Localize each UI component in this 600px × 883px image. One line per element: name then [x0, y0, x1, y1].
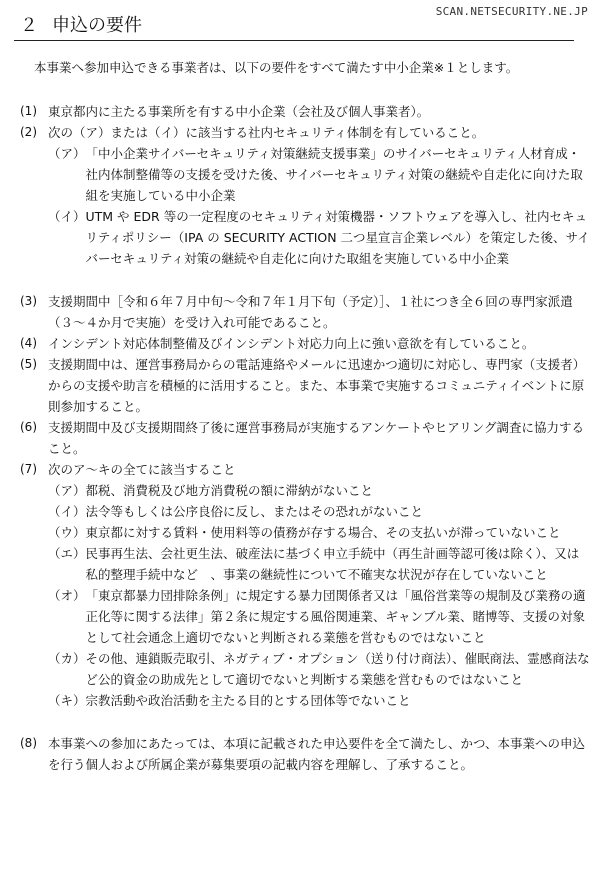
item-text: 本事業への参加にあたっては、本項に記載された申込要件を全て満たし、かつ、本事業への申込を行う個人および所属企業が募集要項の記載内容を理解し、了承すること。 — [48, 736, 586, 772]
item-text: 東京都内に主たる事業所を有する中小企業（会社及び個人事業者）。 — [48, 104, 430, 119]
sub-item-mark: （ア） — [48, 146, 86, 161]
sub-item-a — [48, 143, 590, 206]
sub-item-mark: （イ） — [48, 209, 86, 224]
item-text: 支援期間中は、運営事務局からの電話連絡やメールに迅速かつ適切に対応し、専門家（支援者）からの支援や助言を積極的に活用すること。また、本事業で実施するコミュニティイベントに原則参加すること。 — [48, 357, 586, 414]
item-text: インシデント対応体制整備及びインシデント対応力向上に強い意欲を有していること。 — [48, 336, 535, 351]
sub-item-mark: （ウ） — [48, 525, 86, 540]
sub-item-text: 東京都に対する賃料・使用料等の債務が存する場合、その支払いが滞っていないこと — [85, 525, 561, 540]
sub-item-e — [48, 543, 590, 585]
sub-item-mark: （オ） — [48, 588, 86, 603]
sub-item-text: 「中小企業サイバーセキュリティ対策継続支援事業」のサイバーセキュリティ人材育成・社内体制整備等の支援を受けた後、サイバーセキュリティ対策の継続や自走化に向けた取組を実施している中小企業 — [85, 146, 583, 203]
sub-item-i — [48, 206, 590, 269]
spacer — [20, 269, 590, 291]
sub-item-mark: （エ） — [48, 546, 86, 561]
sub-item-ki — [48, 690, 590, 711]
sub-item-i — [48, 501, 590, 522]
item-number: (4) — [20, 336, 37, 350]
sub-item-mark: （イ） — [48, 504, 86, 519]
item-text: 次の（ア）または（イ）に該当する社内セキュリティ体制を有していること。 — [48, 125, 485, 140]
item-text: 支援期間中［令和６年７月中旬～令和７年１月下旬（予定）］、１社につき全６回の専門家派遣（３～４か月で実施）を受け入れ可能であること。 — [48, 294, 573, 330]
sub-item-text: 民事再生法、会社更生法、破産法に基づく申立手続中（再生計画等認可後は除く）、又は私的整理手続中など 、事業の継続性について不確実な状況が存在していないこと — [85, 546, 580, 582]
sub-item-text: 都税、消費税及び地方消費税の額に滞納がないこと — [85, 483, 374, 498]
section-number: ２ — [20, 15, 38, 36]
sub-item-text: 「東京都暴力団排除条例」に規定する暴力団関係者又は「風俗営業等の規制及び業務の適正化等に関する法律」第２条に規定する風俗関連業、ギャンブル業、賭博等、支援の対象として社会通念上適切でないと判断される業態を営むものではないこと — [85, 588, 586, 645]
requirement-item-8 — [20, 733, 590, 775]
sub-item-text: UTM や EDR 等の一定程度のセキュリティ対策機器・ソフトウェアを導入し、社内セキュリティポリシー（IPA の SECURITY ACTION 二つ星宣言企業レベル）を策定した後、サイバーセキュリティ対策の継続や自走化に向けた取組を実施している中小企業 — [85, 209, 590, 266]
requirement-item-5 — [20, 354, 590, 417]
item-text: 支援期間中及び支援期間終了後に運営事務局が実施するアンケートやヒアリング調査に協力すること。 — [48, 420, 585, 456]
requirement-item-3 — [20, 291, 590, 333]
requirement-item-4 — [20, 333, 590, 354]
intro-paragraph: 本事業へ参加申込できる事業者は、以下の要件をすべて満たす中小企業※１とします。 — [34, 60, 519, 75]
sub-item-text: その他、連鎖販売取引、ネガティブ・オプション（送り付け商法）、催眠商法、霊感商法など公的資金の助成先として適切でないと判断する業態を営むものではないこと — [85, 651, 590, 687]
requirement-item-1 — [20, 101, 590, 122]
item-number: (2) — [20, 125, 37, 139]
sub-item-mark: （ア） — [48, 483, 86, 498]
sub-item-mark: （キ） — [48, 693, 86, 708]
requirement-item-2 — [20, 122, 590, 143]
sub-item-text: 宗教活動や政治活動を主たる目的とする団体等でないこと — [85, 693, 411, 708]
sub-item-text: 法令等もしくは公序良俗に反し、またはその恐れがないこと — [85, 504, 424, 519]
item-text: 次のア～キの全てに該当すること — [48, 462, 236, 477]
requirement-item-6 — [20, 417, 590, 459]
section-heading — [14, 12, 574, 41]
item-number: (1) — [20, 104, 37, 118]
sub-item-ka — [48, 648, 590, 690]
sub-item-a — [48, 480, 590, 501]
item-number: (3) — [20, 294, 37, 308]
requirement-item-7 — [20, 459, 590, 480]
item-number: (8) — [20, 736, 37, 750]
requirements-list — [20, 101, 590, 775]
spacer — [20, 711, 590, 733]
item-number: (6) — [20, 420, 37, 434]
sub-item-mark: （カ） — [48, 651, 86, 666]
section-title: 申込の要件 — [52, 15, 142, 36]
sub-item-o — [48, 585, 590, 648]
sub-item-u — [48, 522, 590, 543]
watermark-text: SCAN.NETSECURITY.NE.JP — [435, 5, 588, 18]
item-number: (5) — [20, 357, 37, 371]
item-number: (7) — [20, 462, 37, 476]
